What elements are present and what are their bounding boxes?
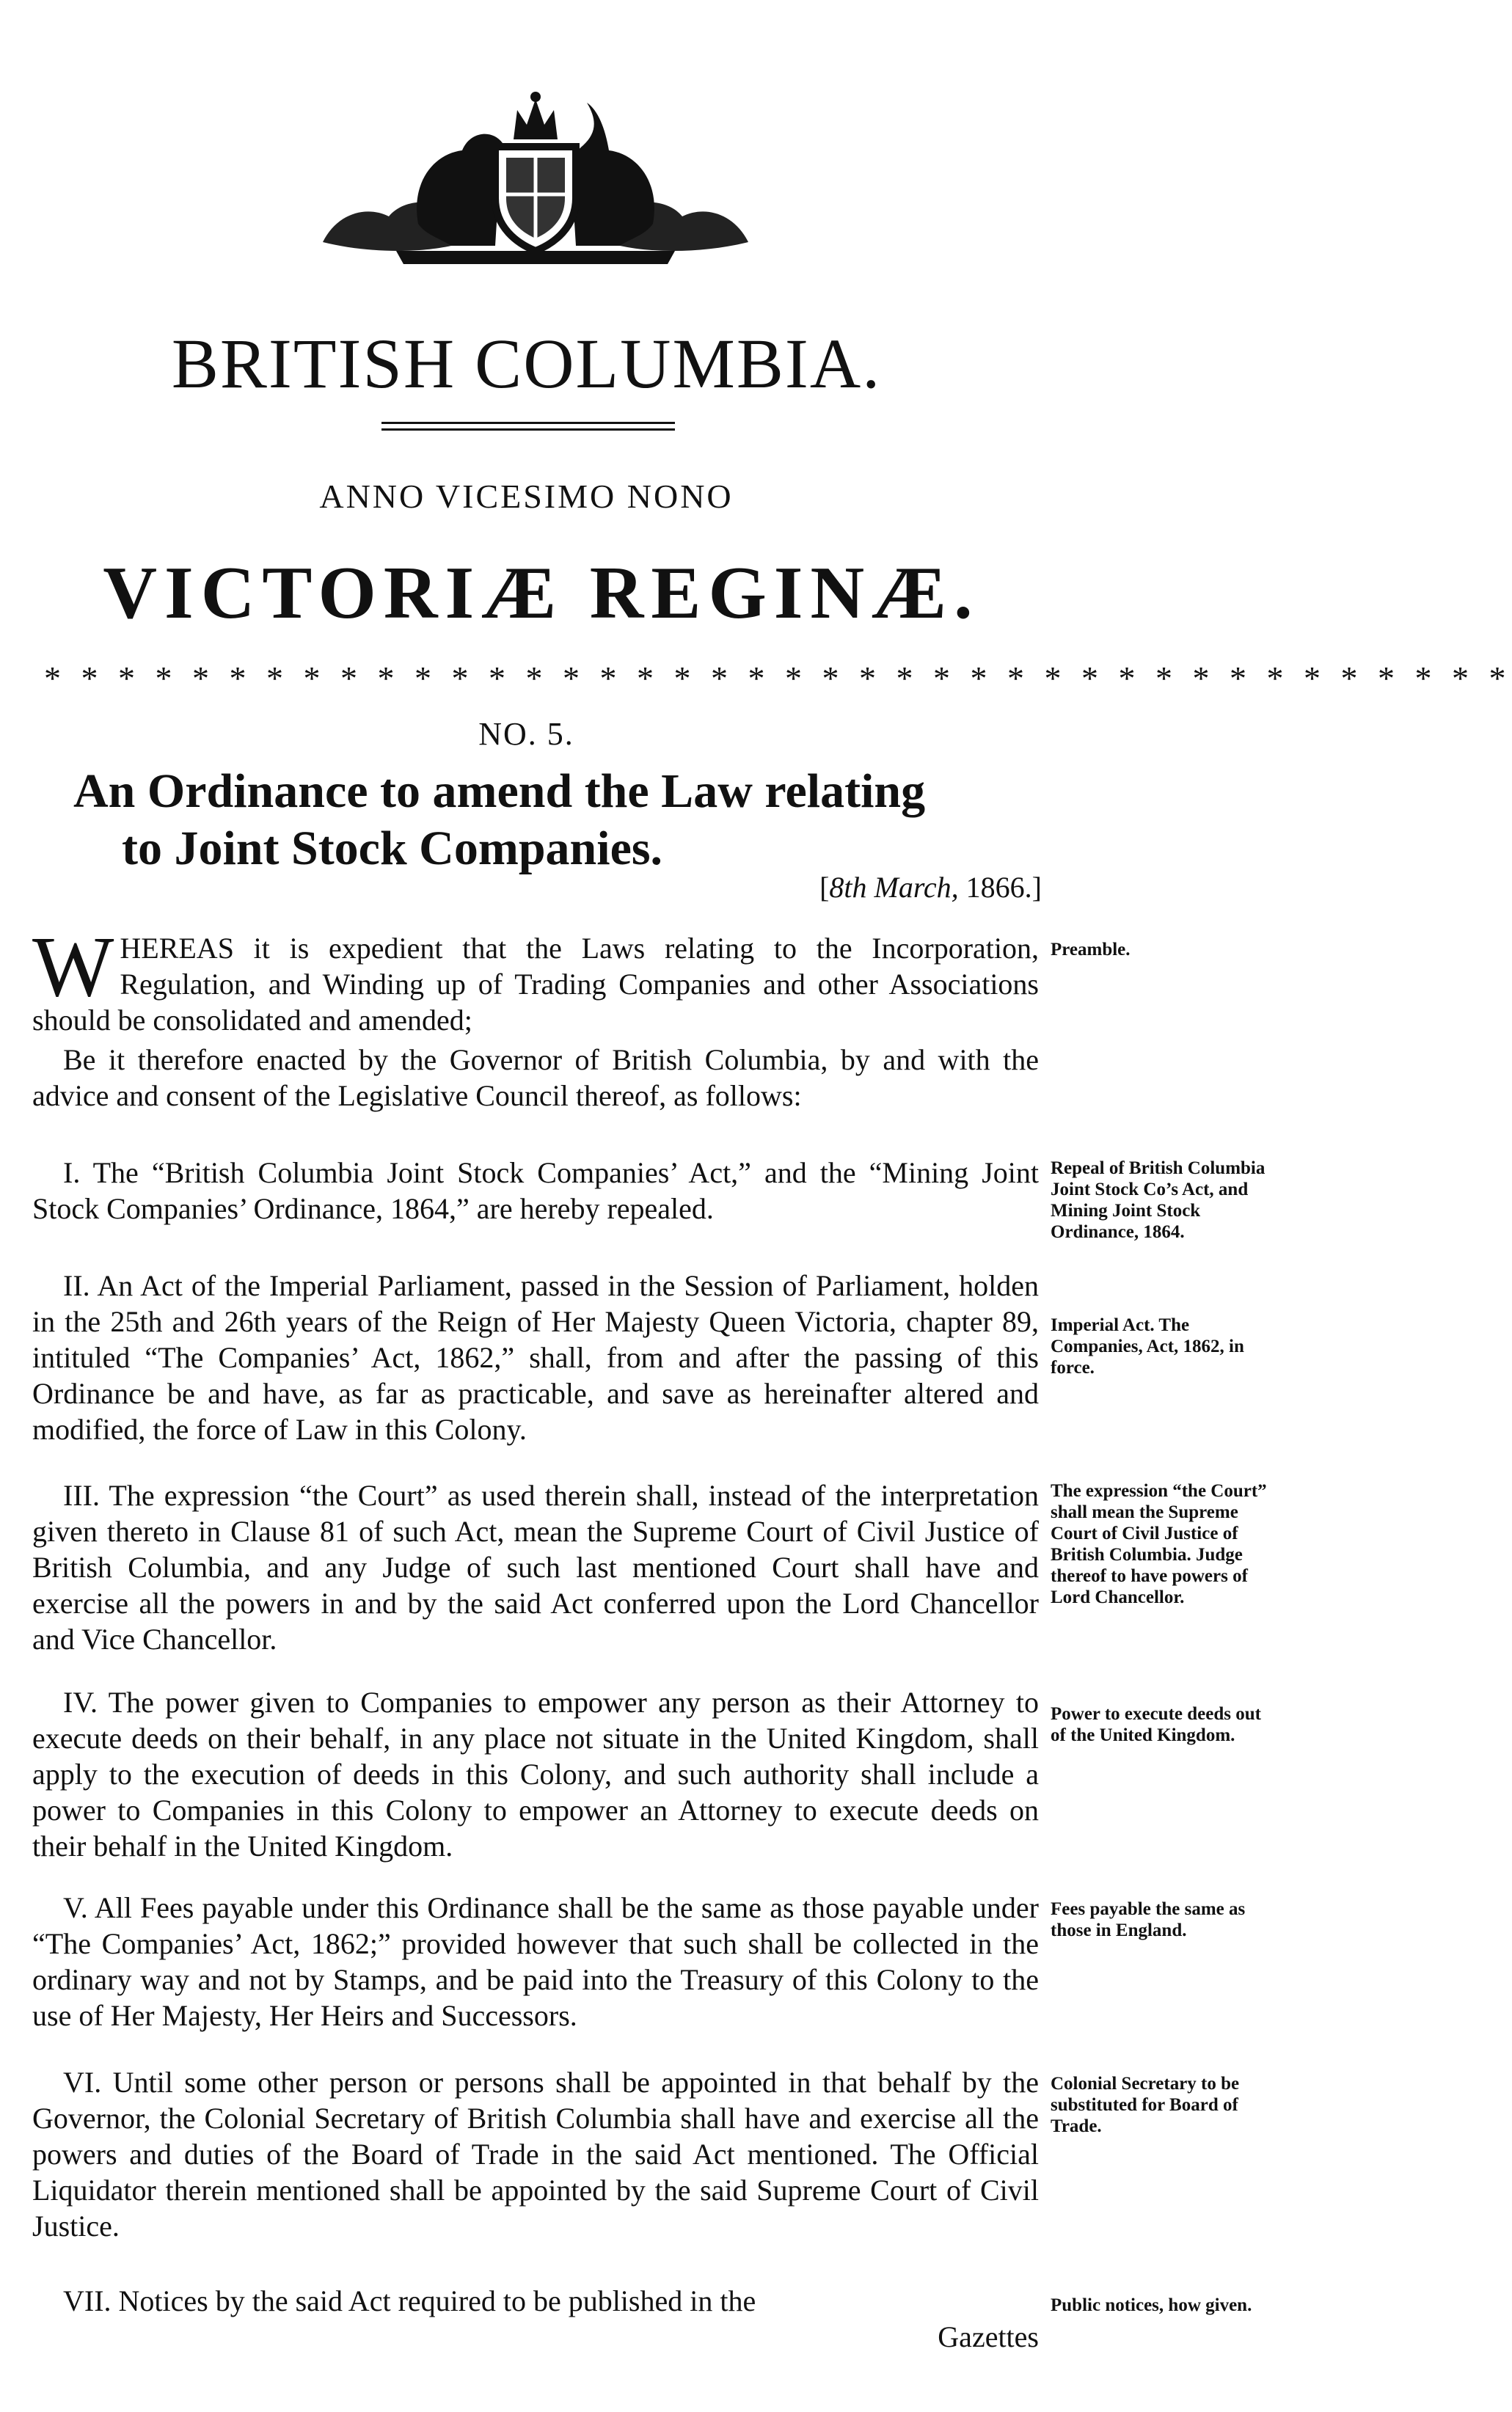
- ordinance-title-line2: to Joint Stock Companies.: [122, 822, 663, 875]
- date-day: 8th March,: [829, 871, 959, 904]
- regnal-heading: VICTORIÆ REGINÆ.: [103, 552, 980, 635]
- margin-note-s7: Public notices, how given.: [1051, 2295, 1252, 2315]
- ordinance-date: [748, 870, 1042, 905]
- margin-note-s4: Power to execute deeds out of the United Kingdom.: [1051, 1704, 1261, 1745]
- ordinance-title: [73, 763, 1086, 877]
- section-7-line2: Gazettes: [938, 2320, 1039, 2353]
- margin-note-s1: Repeal of British Columbia Joint Stock Co’s Act, and Mining Joint Stock Ordinance, 1864.: [1051, 1158, 1266, 1242]
- section-7: [32, 2283, 1039, 2355]
- double-rule-bottom: [381, 428, 675, 431]
- date-bracket: [: [819, 871, 830, 904]
- margin-note-s3: The expression “the Court” shall mean the Supreme Court of Civil Justice of British Columbia. Judge thereof to have powers of Lord Chancellor.: [1051, 1481, 1267, 1607]
- heading-british-columbia: BRITISH COLUMBIA.: [171, 324, 882, 403]
- preamble-text: HEREAS it is expedient that the Laws relating to the Incorporation, Regulation, and Winding up of Trading Companies and other Associations should be consolidated and amended;: [32, 932, 1039, 1037]
- margin-note-s5: Fees payable the same as those in England.: [1051, 1899, 1246, 1940]
- section-6: VI. Until some other person or persons shall be appointed in that behalf by the Governor, the Colonial Secretary of British Columbia shall have and exercise all the powers and duties of the Board of Trade in the said Act mentioned. The Official Liquidator therein mentioned shall be appointed by the said Supreme Court of Civil Justice.: [32, 2066, 1039, 2243]
- margin-note-s6: Colonial Secretary to be substituted for Board of Trade.: [1051, 2074, 1240, 2136]
- anno-line: ANNO VICESIMO NONO: [319, 478, 734, 515]
- drop-cap: W: [32, 918, 114, 1015]
- section-4: IV. The power given to Companies to empower any person as their Attorney to execute deeds on their behalf, in any place not situate in the United Kingdom, shall apply to the execution of deeds in this Colony, and such authority shall include a power to Companies in this Colony to empower an Attorney to execute deeds on their behalf in the United Kingdom.: [32, 1686, 1039, 1863]
- section-7-line1: VII. Notices by the said Act required to be published in the: [63, 2284, 756, 2317]
- ordinance-number: NO. 5.: [478, 716, 574, 752]
- section-1: I. The “British Columbia Joint Stock Companies’ Act,” and the “Mining Joint Stock Companies’ Ordinance, 1864,” are hereby repealed.: [32, 1156, 1039, 1225]
- date-year: 1866.]: [958, 871, 1042, 904]
- enacting-clause: Be it therefore enacted by the Governor of British Columbia, by and with the advice and consent of the Legislative Council thereof, as follows:: [32, 1043, 1039, 1112]
- margin-note-preamble: Preamble.: [1051, 940, 1131, 960]
- preamble-paragraph: [32, 918, 1039, 1038]
- asterisk-divider: * * * * * * * * * * * * * * * * * * * * * * * * * * * * * * * * * * * * * * * *: [44, 659, 1512, 697]
- margin-note-s2: Imperial Act. The Companies, Act, 1862, in force.: [1051, 1315, 1244, 1378]
- double-rule-top: [381, 422, 675, 424]
- royal-coat-of-arms-image: [308, 88, 763, 271]
- section-2: II. An Act of the Imperial Parliament, passed in the Session of Parliament, holden in the 25th and 26th years of the Reign of Her Majesty Queen Victoria, chapter 89, intituled “The Companies’ Act, 1862,” shall, from and after the passing of this Ordinance be and have, as far as practicable, and save as hereinafter altered and modified, the force of Law in this Colony.: [32, 1269, 1039, 1446]
- section-5: V. All Fees payable under this Ordinance shall be the same as those payable under “The Companies’ Act, 1862;” provided however that such shall be collected in the ordinary way and not by Stamps, and be paid into the Treasury of this Colony to the use of Her Majesty, Her Heirs and Successors.: [32, 1891, 1039, 2032]
- ordinance-title-line1: An Ordinance to amend the Law relating: [73, 764, 926, 818]
- section-3: III. The expression “the Court” as used therein shall, instead of the interpretation given thereto in Clause 81 of such Act, mean the Supreme Court of Civil Justice of British Columbia, and any Judge of such last mentioned Court shall have and exercise all the powers in and by the said Act conferred upon the Lord Chancellor and Vice Chancellor.: [32, 1479, 1039, 1656]
